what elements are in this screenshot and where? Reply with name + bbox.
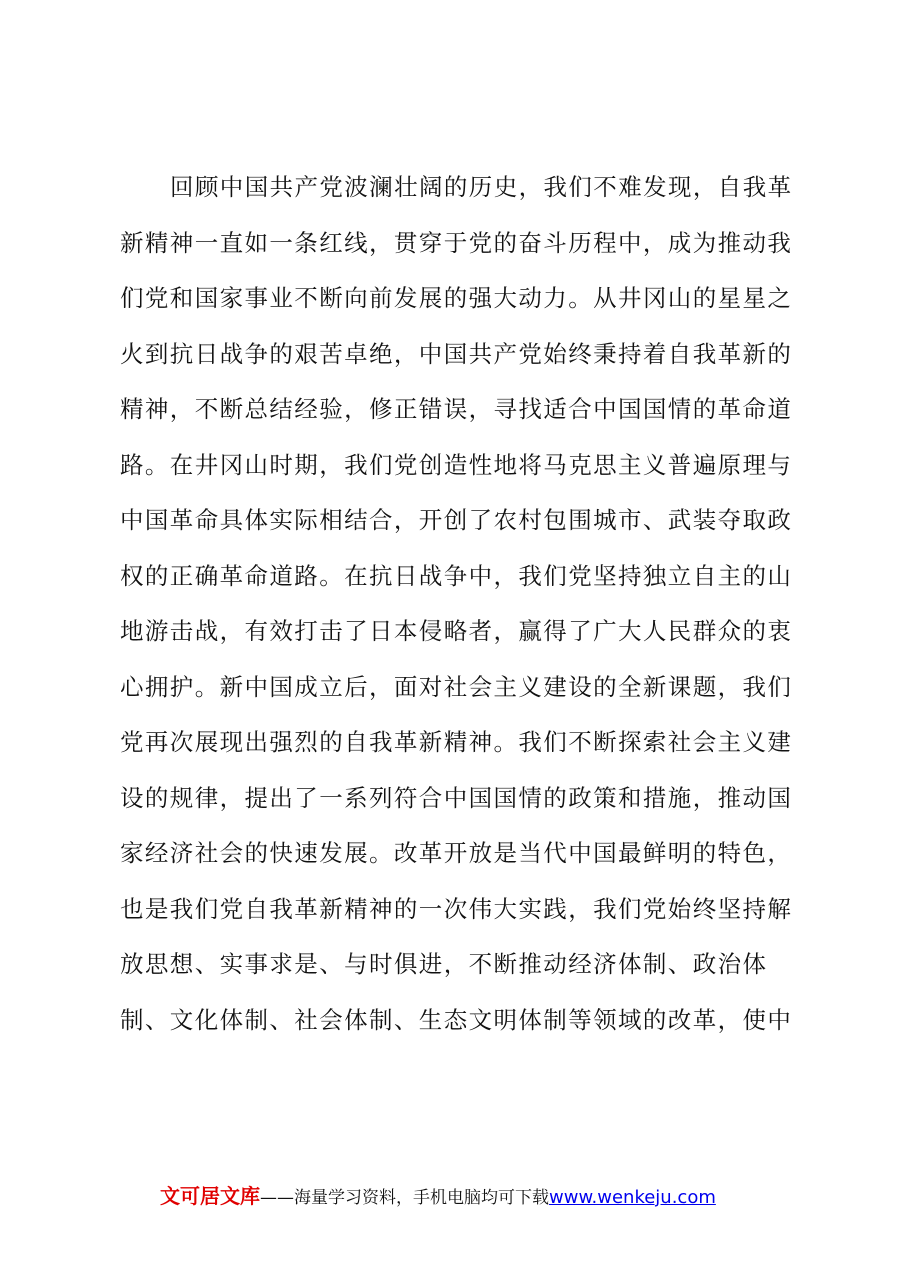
text-line: 党再次展现出强烈的自我革新精神。我们不断探索社会主义建	[120, 728, 793, 756]
text-line: 回顾中国共产党波澜壮阔的历史，我们不难发现，自我革	[170, 173, 793, 201]
text-line: 新精神一直如一条红线，贯穿于党的奋斗历程中，成为推动我	[120, 228, 793, 257]
footer-tagline: ——海量学习资料，手机电脑均可下载	[260, 1188, 549, 1208]
footer-brand: 文可居文库	[160, 1184, 260, 1208]
text-line: 也是我们党自我革新精神的一次伟大实践，我们党始终坚持解	[120, 894, 793, 923]
page-footer	[160, 1180, 800, 1212]
text-line: 路。在井冈山时期，我们党创造性地将马克思主义普遍原理与	[120, 450, 793, 479]
document-body	[120, 160, 810, 1048]
text-line: 权的正确革命道路。在抗日战争中，我们党坚持独立自主的山	[120, 561, 793, 590]
text-line: 制、文化体制、社会体制、生态文明体制等领域的改革，使中	[120, 1005, 793, 1034]
text-line: 设的规律，提出了一系列符合中国国情的政策和措施，推动国	[120, 783, 793, 812]
text-line: 精神，不断总结经验，修正错误，寻找适合中国国情的革命道	[120, 395, 793, 423]
text-line: 心拥护。新中国成立后，面对社会主义建设的全新课题，我们	[120, 672, 793, 701]
text-line: 地游击战，有效打击了日本侵略者，赢得了广大人民群众的衷	[120, 617, 793, 645]
text-line: 中国革命具体实际相结合，开创了农村包围城市、武装夺取政	[120, 506, 793, 534]
text-line: 们党和国家事业不断向前发展的强大动力。从井冈山的星星之	[120, 284, 793, 312]
text-line: 火到抗日战争的艰苦卓绝，中国共产党始终秉持着自我革新的	[120, 339, 793, 368]
text-line: 放思想、实事求是、与时俱进，不断推动经济体制、政治体	[120, 950, 768, 978]
footer-website-link[interactable]: www.wenkeju.com	[549, 1187, 716, 1208]
text-line: 家经济社会的快速发展。改革开放是当代中国最鲜明的特色，	[120, 839, 793, 867]
